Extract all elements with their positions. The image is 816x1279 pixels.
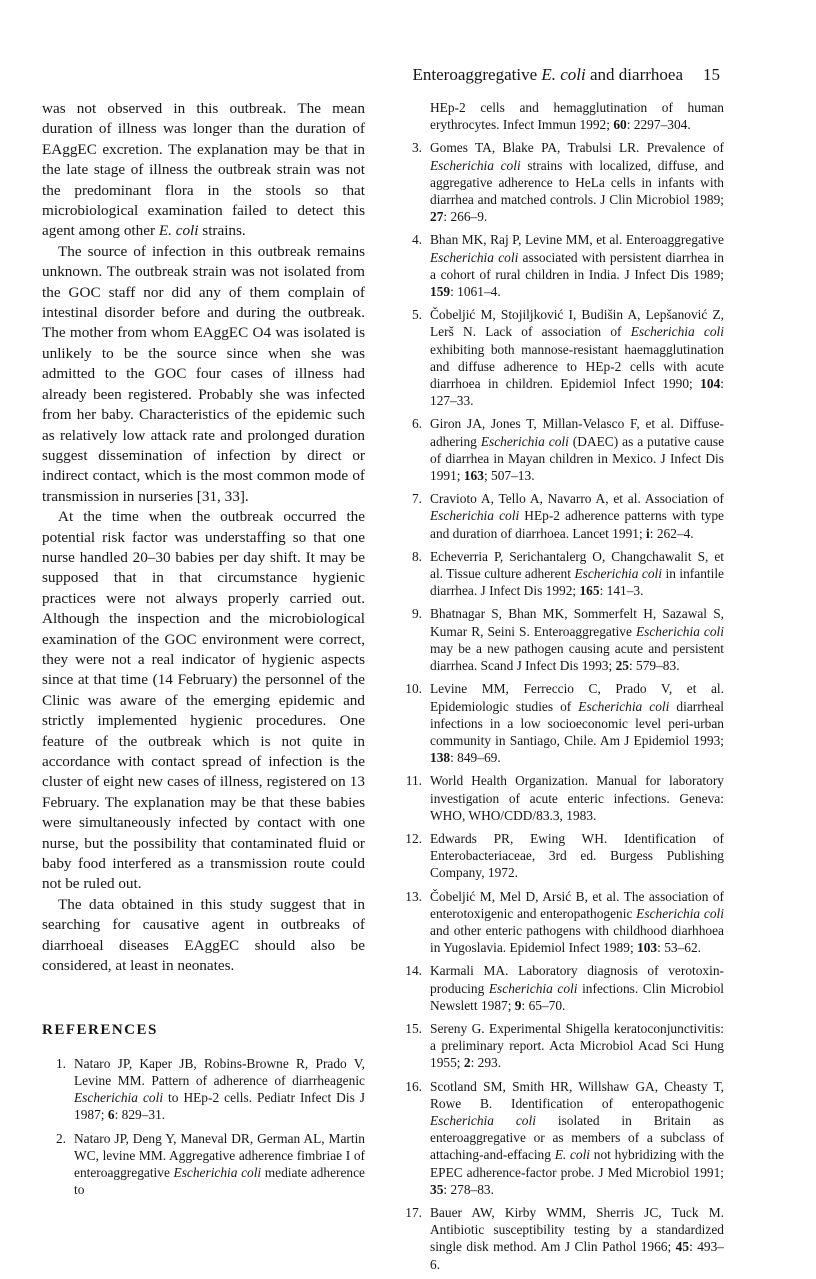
reference-text: Čobeljić M, Mel D, Arsić B, et al. The association of enterotoxigenic and enteropathogenic Escherichia coli and other enteric pathogens with childhood diarhhoea in Yugoslavia. Epidemiol Infect 1989; 103: 53–62. <box>430 888 724 956</box>
reference-text: Sereny G. Experimental Shigella keratoconjunctivitis: a preliminary report. Acta Microbiol Acad Sci Hung 1955; 2: 293. <box>430 1020 724 1071</box>
paragraph: The source of infection in this outbreak remains unknown. The outbreak strain was not isolated from the GOC staff nor did any of them complain of intestinal disorder before and during the outbreak. The mother from whom EAggEC O4 was isolated is unlikely to be the source since when she was admitted to the GOC four cases of illness had already been registered. Probably she was infected from her baby. Characteristics of the epidemic such as relatively low attack rate and prolonged duration suggest dissemination of infection by direct or indirect contact, which is the most common mode of transmission in nurseries [31, 33]. <box>42 242 365 505</box>
reference-text: Bauer AW, Kirby WMM, Sherris JC, Tuck M. Antibiotic susceptibility testing by a standardized single disk method. Am J Clin Pathol 1966; 45: 493–6. <box>430 1204 725 1272</box>
reference-text: Gomes TA, Blake PA, Trabulsi LR. Prevalence of Escherichia coli strains with localized, diffuse, and aggregative adherence to HeLa cells in infants with diarrhea and matched controls. J Clin Microbiol 1989; 27: 266–9. <box>430 140 724 225</box>
references-heading: REFERENCES <box>42 1022 158 1039</box>
reference-item <box>398 306 724 409</box>
reference-item <box>398 772 724 824</box>
reference-item <box>398 888 724 957</box>
reference-item <box>398 415 724 484</box>
reference-number: 15. <box>405 1020 422 1036</box>
reference-item <box>398 830 724 882</box>
reference-number: 4. <box>411 232 422 248</box>
reference-text: Bhatnagar S, Bhan MK, Sommerfelt H, Sazawal S, Kumar R, Seini S. Enteroaggregative Escherichia coli may be a new pathogen causing acute and persistent diarrhea. Scand J Infect Dis 1993; 25: 579–83. <box>430 606 724 674</box>
reference-text: Čobeljić M, Stojiljković I, Budišin A, Lepšanović Z, Lerš N. Lack of association of Escherichia coli exhibiting both mannose-resistant haemagglutination and diffuse adherence to HEp-2 cells with acute diarrhoea in children. Epidemiol Infect 1990; 104: 127–33. <box>430 307 724 409</box>
references-list-left <box>42 1055 365 1199</box>
reference-item <box>398 962 724 1014</box>
reference-number: 16. <box>405 1078 422 1094</box>
reference-item <box>398 139 724 225</box>
running-title: Enteroaggregative E. coli and diarrhoea <box>412 65 683 84</box>
reference-number: 3. <box>411 140 422 156</box>
reference-number: 13. <box>405 888 422 904</box>
reference-item <box>398 490 724 542</box>
paragraph: The data obtained in this study suggest that in searching for causative agent in outbreaks of diarrhoeal diseases EAggEC should also be considered, at least in neonates. <box>42 895 365 975</box>
reference-text: Edwards PR, Ewing WH. Identification of Enterobacteriaceae, 3rd ed. Burgess Publishing Company, 1972. <box>430 830 724 881</box>
paragraph: At the time when the outbreak occurred the potential risk factor was understaffing so that one nurse handled 20–30 babies per day shift. It may be supposed that in that circumstance hygienic practices were not always properly carried out. Although the inspection and the microbiological examination of the GOC environment were correct, they were not a real indicator of hygienic aspects since at that time (14 February) the personnel of the Clinic was aware of the emerging epidemic and strictly implemented hygienic procedures. One feature of the outbreak which is not quite in accordance with contact spread of infection is the cluster of eight new cases of illness, registered on 13 February. The explanation may be that these babies were simultaneously infected by contact with one nurse, but the possibility that contaminated fluid or baby food interfered as a transmission route could not be ruled out. <box>42 508 365 893</box>
reference-text: Levine MM, Ferreccio C, Prado V, et al. Epidemiologic studies of Escherichia coli diarrheal infections in a low socioeconomic level peri-urban community in Santiago, Chile. Am J Epidemiol 1993; 138: 849–69. <box>430 681 724 766</box>
reference-item <box>398 680 724 766</box>
reference-text: Scotland SM, Smith HR, Willshaw GA, Cheasty T, Rowe B. Identification of enteropathogenic Escherichia coli isolated in Britain as enteroaggregative or as members of a subclass of attaching-and-effacing E. coli not hybridizing with the EPEC adherence-factor probe. J Med Microbiol 1991; 35: 278–83. <box>430 1078 724 1197</box>
reference-text: Bhan MK, Raj P, Levine MM, et al. Enteroaggregative Escherichia coli associated with persistent diarrhea in a cohort of rural children in India. J Infect Dis 1989; 159: 1061–4. <box>430 232 724 300</box>
reference-item <box>398 99 724 133</box>
reference-item <box>398 1078 724 1198</box>
page-number: 15 <box>703 65 720 84</box>
reference-text: World Health Organization. Manual for laboratory investigation of acute enteric infections. Geneva: WHO, WHO/CDD/83.3, 1983. <box>430 773 724 823</box>
reference-text: HEp-2 cells and hemagglutination of human erythrocytes. Infect Immun 1992; 60: 2297–304. <box>430 100 724 133</box>
reference-text: Nataro JP, Deng Y, Maneval DR, German AL, Martin WC, levine MM. Aggregative adherence fimbriae I of enteroaggregative Escherichia coli mediate adherence to <box>74 1130 365 1198</box>
reference-text: Karmali MA. Laboratory diagnosis of verotoxin-producing Escherichia coli infections. Clin Microbiol Newslett 1987; 9: 65–70. <box>430 963 724 1013</box>
reference-text: Nataro JP, Kaper JB, Robins-Browne R, Prado V, Levine MM. Pattern of adherence of diarrheagenic Escherichia coli to HEp-2 cells. Pediatr Infect Dis J 1987; 6: 829–31. <box>74 1055 365 1123</box>
reference-number: 9. <box>411 606 422 622</box>
reference-number: 5. <box>411 307 422 323</box>
reference-item <box>398 231 724 300</box>
left-column <box>42 99 365 1205</box>
reference-item <box>398 1204 724 1273</box>
reference-item <box>42 1055 365 1124</box>
reference-number: 14. <box>405 963 422 979</box>
reference-number: 17. <box>405 1204 422 1220</box>
reference-number: 7. <box>411 491 422 507</box>
reference-item <box>398 548 724 600</box>
reference-number: 12. <box>405 830 422 846</box>
reference-text: Giron JA, Jones T, Millan-Velasco F, et al. Diffuse-adhering Escherichia coli (DAEC) as a putative cause of diarrhea in Mayan children in Mexico. J Infect Dis 1991; 163; 507–13. <box>430 416 725 484</box>
reference-item <box>42 1130 365 1199</box>
reference-number: 10. <box>405 681 422 697</box>
reference-item <box>398 605 724 674</box>
paragraph: was not observed in this outbreak. The mean duration of illness was longer than the duration of EAggEC excretion. The explanation may be that in the late stage of illness the outbreak strain was not the predominant flora in the stools so that microbiological examination failed to detect this agent among other E. coli strains. <box>42 100 365 240</box>
running-header <box>40 64 720 86</box>
references-list-right <box>398 99 724 1279</box>
reference-text: Cravioto A, Tello A, Navarro A, et al. Association of Escherichia coli HEp-2 adherence patterns with type and duration of diarrhoea. Lancet 1991; i: 262–4. <box>430 491 725 541</box>
reference-number: 2. <box>55 1130 66 1146</box>
reference-number: 8. <box>411 548 422 564</box>
reference-item <box>398 1020 724 1072</box>
reference-text: Echeverria P, Serichantalerg O, Changchawalit S, et al. Tissue culture adherent Escherichia coli in infantile diarrhea. J Infect Dis 1992; 165: 141–3. <box>430 548 724 599</box>
reference-number: 1. <box>55 1055 66 1071</box>
reference-number: 6. <box>411 416 422 432</box>
reference-number: 11. <box>405 773 422 789</box>
